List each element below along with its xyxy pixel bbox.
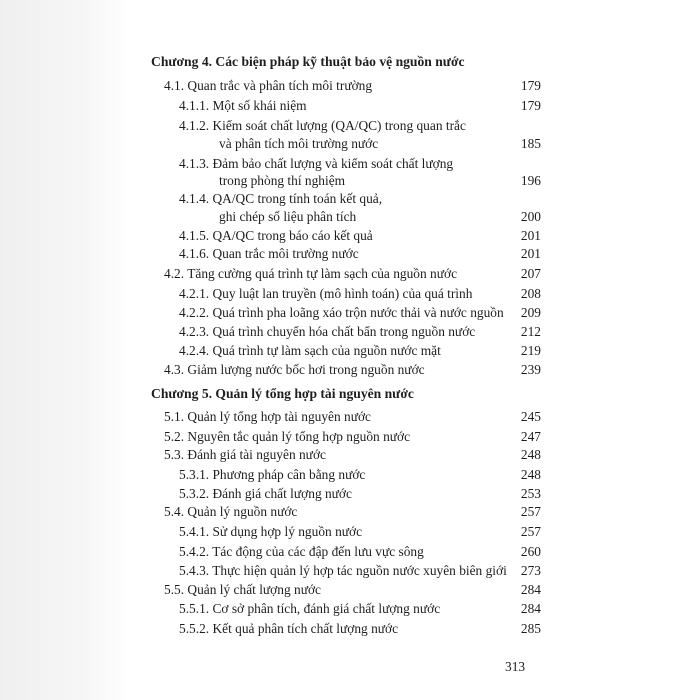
- table-of-contents: Chương 4. Các biện pháp kỹ thuật bảo vệ nguồn nước 4.1. Quan trắc và phân tích môi trường 179 4.1.1. Một số khái niệm 179 4.1.2. Kiểm soát chất lượng (QA/QC) trong quan trắc và phân tích môi trường nước 185 4.1.3. Đảm bảo chất lượng và kiểm soát chất lượng trong phòng thí nghiệm 196 4.1.4. QA/QC trong tính toán kết quả, ghi chép số liệu phân tích 200 4.1.5. QA/QC trong báo cáo kết quả 201 4.1.6. Quan trắc môi trường nước 201 4.2. Tăng cường quá trình tự làm sạch của nguồn nước 207 4.2.1. Quy luật lan truyền (mô hình toán) của quá trình 208 4.2.2. Quá trình pha loãng xáo trộn nước thải và nước nguồn 209 4.2.3. Quá trình chuyển hóa chất bẩn trong nguồn nước 212 4.2.4. Quá trình tự làm sạch của nguồn nước mặt 219 4.3. Giảm lượng nước bốc hơi trong nguồn nước 239 Chương 5. Quản lý tổng hợp tài nguyên nước 5.1. Quản lý tổng hợp tài nguyên nước 245 5.2. Nguyên tắc quản lý tổng hợp nguồn nước 247 5.3. Đánh giá tài nguyên nước 248 5.3.1. Phương pháp cân bằng nước 248 5.3.2. Đánh giá chất lượng nước 253 5.4. Quản lý nguồn nước 257 5.4.1. Sử dụng hợp lý nguồn nước 257 5.4.2. Tác động của các đập đến lưu vực sông 260 5.4.3. Thực hiện quản lý hợp tác nguồn nước xuyên biên giới 273 5.5. Quản lý chất lượng nước 284 5.5.1. Cơ sở phân tích, đánh giá chất lượng nước 284 5.5.2. Kết quả phân tích chất lượng nước 285 313: [151, 54, 541, 674]
- page-number: 313: [505, 659, 526, 674]
